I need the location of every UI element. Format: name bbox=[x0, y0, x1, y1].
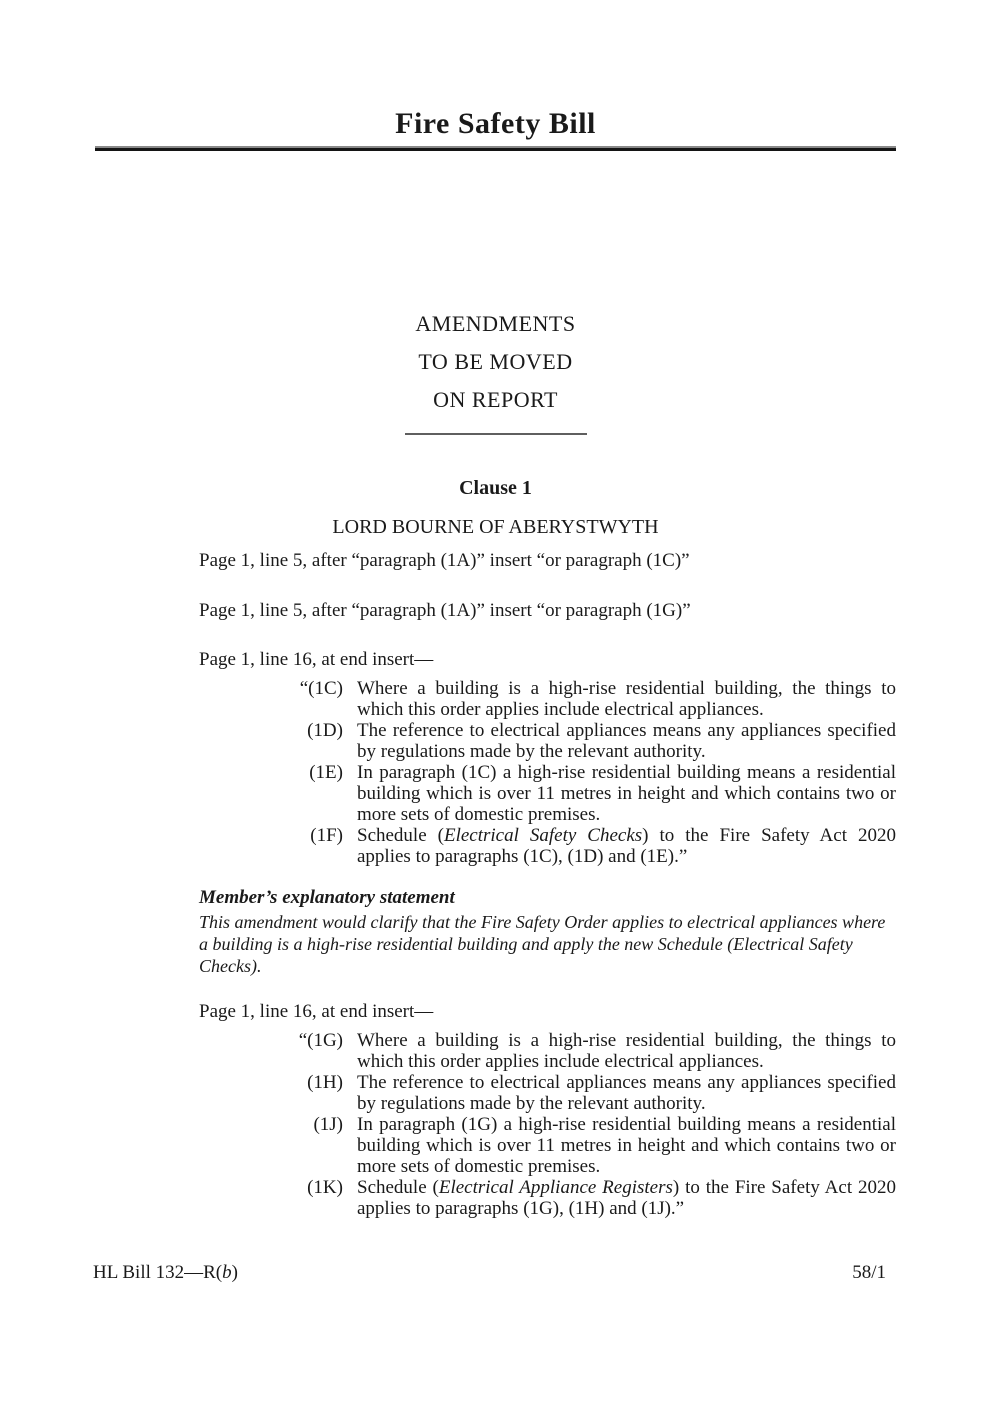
bill-reference-post: ) bbox=[231, 1262, 238, 1283]
subsection-text bbox=[357, 825, 896, 867]
explanatory-statement-text: This amendment would clarify that the Fire Safety Order applies to electrical appliances where a building is a high-rise residential building and apply the new Schedule (Electrical Safety Checks). bbox=[199, 912, 886, 976]
subsection-1D bbox=[95, 720, 896, 762]
subsection-text: In paragraph (1C) a high-rise residential building means a residential building which is over 11 metres in height and which contains two or more sets of domestic premises. bbox=[357, 762, 896, 825]
subsection-text: The reference to electrical appliances means any appliances specified by regulations made by the relevant authority. bbox=[357, 1072, 896, 1114]
subsection-number: (1E) bbox=[309, 762, 343, 783]
subsection-1J bbox=[95, 1114, 896, 1177]
subsection-number: (1K) bbox=[307, 1177, 343, 1198]
subsection-1G bbox=[95, 1030, 896, 1072]
schedule-name-italic: Electrical Safety Checks bbox=[443, 825, 643, 846]
bill-reference-pre: HL Bill 132—R( bbox=[93, 1262, 223, 1283]
amendment-4-subsections bbox=[95, 1030, 896, 1219]
subsection-1E bbox=[95, 762, 896, 825]
document-title: Fire Safety Bill bbox=[395, 107, 596, 140]
clause-heading: Clause 1 bbox=[459, 477, 532, 499]
subsection-text-post: ) to the Fire Safety Act 2020 applies to paragraphs (1G), (1H) and (1J).” bbox=[357, 1177, 896, 1219]
subsection-number: (1H) bbox=[307, 1072, 343, 1093]
subsection-1F bbox=[95, 825, 896, 867]
subsection-text: The reference to electrical appliances means any appliances specified by regulations made by the relevant authority. bbox=[357, 720, 896, 762]
heading-line-amendments: AMENDMENTS bbox=[415, 311, 576, 336]
page-footer bbox=[93, 1261, 886, 1285]
page-content bbox=[95, 0, 896, 1219]
subsection-text: In paragraph (1G) a high-rise residential building means a residential building which is over 11 metres in height and which contains two or more sets of domestic premises. bbox=[357, 1114, 896, 1177]
subsection-number: “(1C) bbox=[299, 678, 343, 699]
subsection-1K bbox=[95, 1177, 896, 1219]
subsection-text: Where a building is a high-rise residential building, the things to which this order applies include electrical appliances. bbox=[357, 1030, 896, 1072]
subsection-text: Where a building is a high-rise residential building, the things to which this order applies include electrical appliances. bbox=[357, 678, 896, 720]
subsection-text-post: ) to the Fire Safety Act 2020 applies to paragraphs (1C), (1D) and (1E).” bbox=[357, 825, 896, 867]
title-rule bbox=[95, 146, 896, 151]
section-divider-rule bbox=[405, 433, 587, 435]
explanatory-statement-heading: Member’s explanatory statement bbox=[199, 887, 455, 908]
amendment-instruction-1: Page 1, line 5, after “paragraph (1A)” insert “or paragraph (1C)” bbox=[199, 550, 690, 571]
subsection-text-pre: Schedule ( bbox=[357, 1177, 439, 1198]
heading-line-to-be-moved: TO BE MOVED bbox=[418, 349, 573, 374]
amendment-instruction-4: Page 1, line 16, at end insert— bbox=[199, 1001, 434, 1022]
heading-line-on-report: ON REPORT bbox=[433, 387, 558, 412]
subsection-1C bbox=[95, 678, 896, 720]
amendments-heading bbox=[95, 305, 896, 419]
amendment-instruction-3: Page 1, line 16, at end insert— bbox=[199, 649, 434, 670]
subsection-number: (1D) bbox=[307, 720, 343, 741]
subsection-1H bbox=[95, 1072, 896, 1114]
subsection-number: “(1G) bbox=[298, 1030, 343, 1051]
mover-name: LORD BOURNE OF ABERYSTWYTH bbox=[332, 516, 659, 538]
amendment-3-subsections bbox=[95, 678, 896, 867]
bill-reference-italic: b bbox=[222, 1262, 232, 1283]
schedule-name-italic: Electrical Appliance Registers bbox=[438, 1177, 673, 1198]
subsection-text bbox=[357, 1177, 896, 1219]
amendment-instruction-2: Page 1, line 5, after “paragraph (1A)” insert “or paragraph (1G)” bbox=[199, 600, 691, 621]
subsection-number: (1J) bbox=[313, 1114, 343, 1135]
subsection-text-pre: Schedule ( bbox=[357, 825, 444, 846]
subsection-number: (1F) bbox=[310, 825, 343, 846]
amendment-number: 58/1 bbox=[852, 1262, 886, 1283]
bill-reference bbox=[93, 1261, 238, 1285]
